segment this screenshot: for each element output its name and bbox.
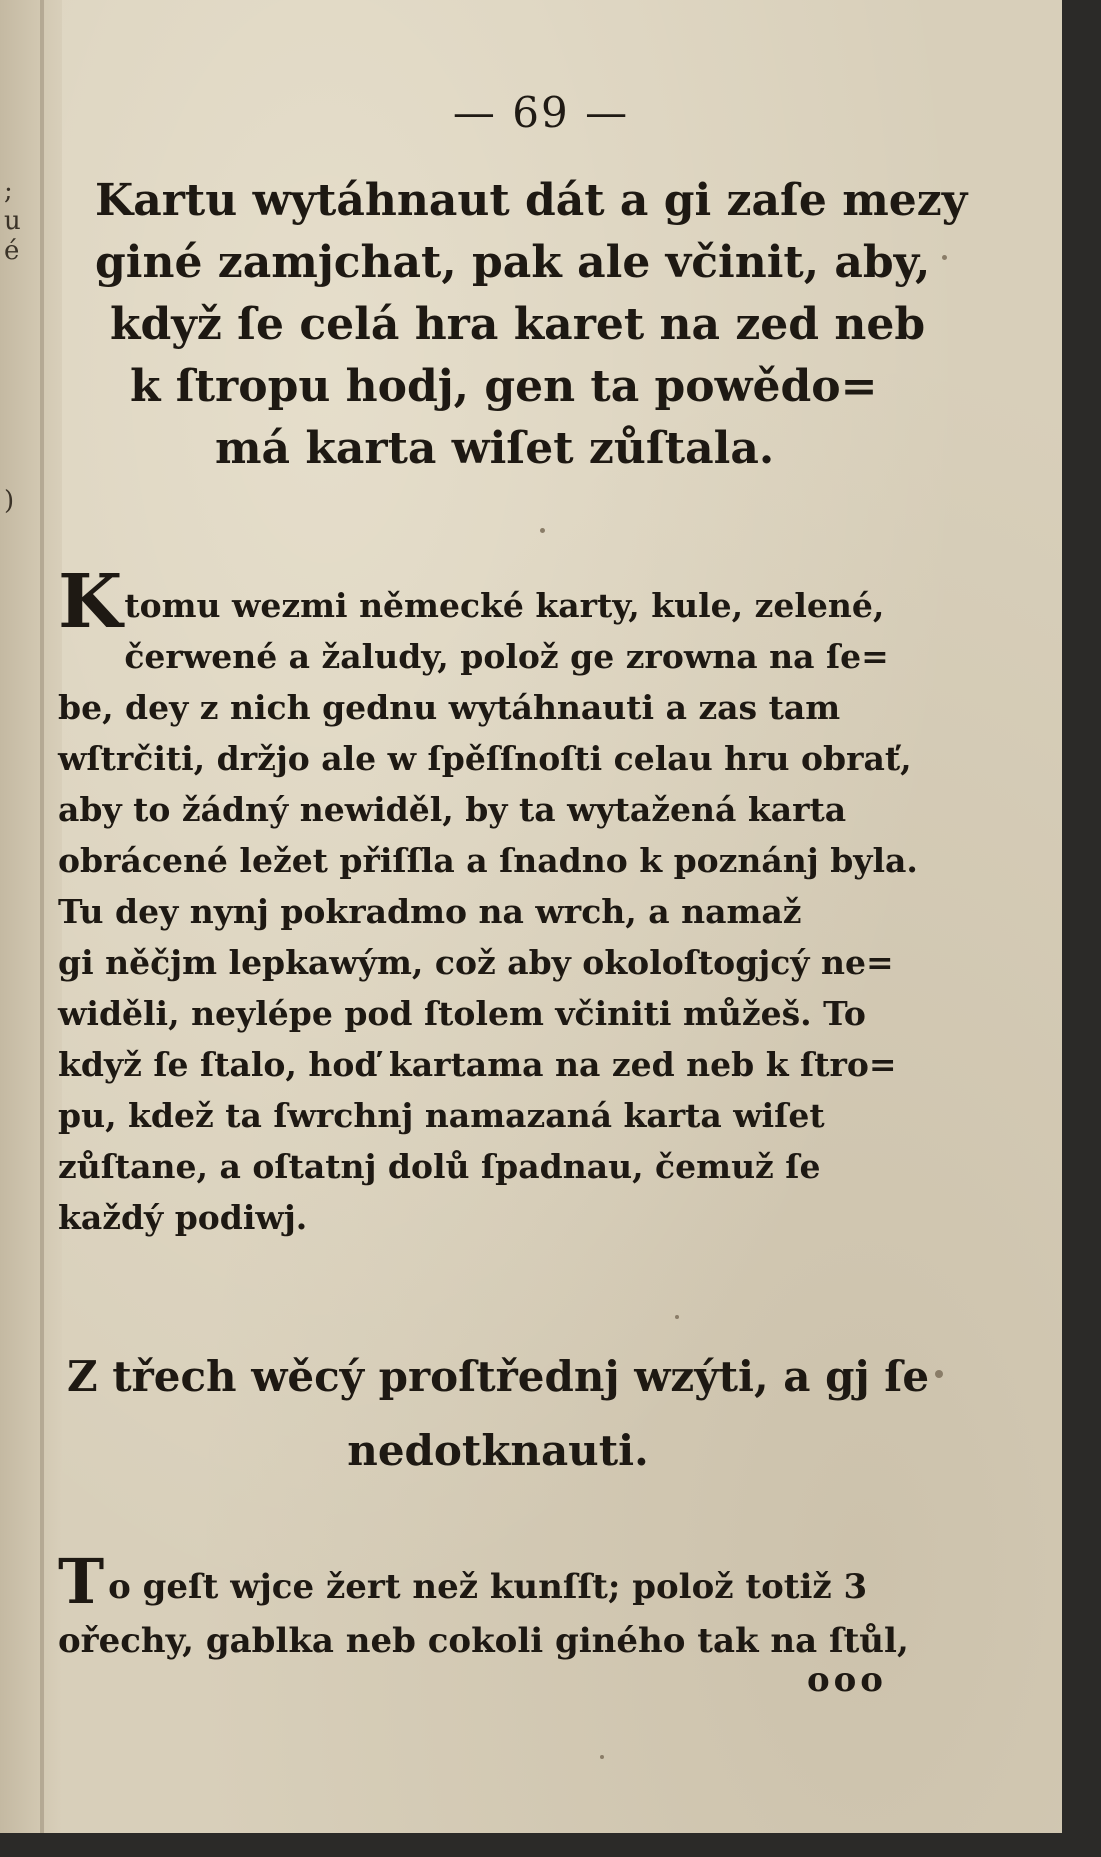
page-gutter [0,0,62,1845]
text-line: gi něčjm lepkawým, což aby okoloſtogjcý ne= [58,943,894,982]
paper-speck [942,255,947,260]
text-line: tomu wezmi německé karty, kule, zelené, [124,586,885,625]
section-heading [58,1340,938,1488]
text-line: Kartu wytáhnaut dát a gi zaſe mezy [95,175,968,226]
body-paragraph-2 [58,1545,938,1668]
text-line: aby to žádný newiděl, by ta wytažená karta [58,790,847,829]
margin-bleed-mark: ; [4,176,13,206]
text-line: zůſtane, a oſtatnj dolů ſpadnau, čemuž ſe [58,1147,821,1186]
text-line: widěli, neylépe pod ſtolem včiniti můžeš. To [58,994,866,1033]
drop-capital: T [58,1545,105,1618]
text-line: o geſt wjce žert než kunſſt; polož totiž 3 [108,1567,868,1607]
text-line: giné zamjchat, pak ale včinit, aby, [95,237,931,288]
page-edge [1062,0,1082,1845]
page-bottom-edge [0,1833,1082,1845]
text-line: be, dey z nich gednu wytáhnauti a zas tam [58,688,841,727]
heading-line: nedotknauti. [347,1426,649,1475]
catchword: ooo [806,1660,887,1700]
paper-speck [540,528,545,533]
text-line: když ſe ſtalo, hoď kartama na zed neb k ſtro= [58,1045,897,1084]
body-paragraph [58,559,938,1243]
paper-speck [600,1755,604,1759]
margin-bleed-mark: é [4,236,20,266]
paper-speck [935,1370,943,1378]
text-line: pu, kdež ta ſwrchnj namazaná karta wiſet [58,1096,825,1135]
text-line: ořechy, gablka neb cokoli giného tak na ſtůl, [58,1621,909,1661]
text-line: obrácené ležet přiſſla a ſnadno k poznánj byla. [58,841,918,880]
margin-bleed-mark: ) [4,486,15,516]
text-line: k ſtropu hodj, gen ta powědo= [130,361,878,412]
intro-paragraph [95,170,968,480]
paper-speck [675,1315,679,1319]
margin-bleed-mark: u [4,206,21,236]
heading-line: Z třech wěcý proſtřednj wzýti, a gj ſe [66,1352,930,1401]
text-line: Tu dey nynj pokradmo na wrch, a namaž [58,892,802,931]
page-number: — 69 — [452,88,630,137]
text-line: wſtrčiti, držjo ale w ſpěſſnoſti celau hru obrať, [58,739,912,778]
drop-capital: K [58,559,123,645]
gutter-shadow [40,0,44,1845]
text-line: čerwené a žaludy, polož ge zrowna na ſe= [124,637,889,676]
text-line: každý podiwj. [58,1198,308,1237]
text-line: má karta wiſet zůſtala. [215,423,775,474]
text-line: když ſe celá hra karet na zed neb [110,299,926,350]
